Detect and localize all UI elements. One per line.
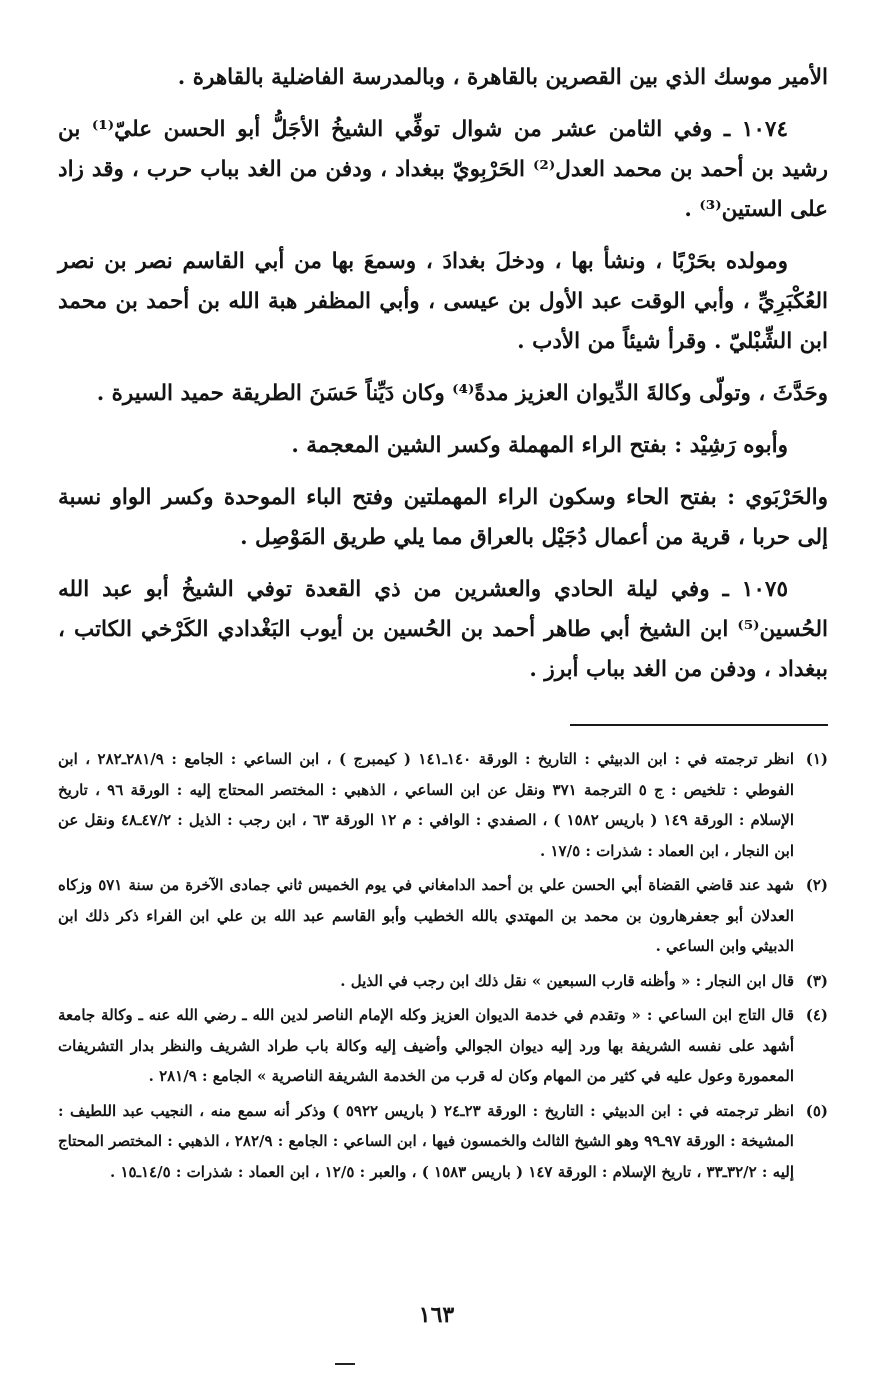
paragraph-father-name: وأبوه رَشِيْد : بفتح الراء المهملة وكسر الشين المعجمة .	[291, 433, 788, 458]
footnote-5	[58, 1096, 828, 1188]
entry-1074: ١٠٧٤ ـ وفي الثامن عشر من شوال توفِّي الشيخُ الأجَلُّ أبو الحسن عليّ⁽¹⁾ بن رشيد بن أحمد بن محمد العدل⁽²⁾ الحَرْبِويّ ببغداد ، ودفن من الغد بباب حرب ، وقد زاد على الستين⁽³⁾ .	[58, 117, 828, 222]
page-number: ١٦٣	[418, 1302, 455, 1328]
paragraph-narration: وحَدَّثَ ، وتولّى وكالةَ الدِّيوان العزيز مدةً⁽⁴⁾ وكان دَيِّناً حَسَنَ الطريقة حميد السيرة .	[96, 381, 828, 406]
paragraph-1: الأمير موسك الذي بين القصرين بالقاهرة ، وبالمدرسة الفاضلية بالقاهرة .	[177, 65, 828, 90]
footnote-text: قال التاج ابن الساعي : « وتقدم في خدمة الديوان العزيز وكله الإمام الناصر لدين الله ـ رضي الله عنه ـ وكالة جامعة أشهد على نفسه الشريفة بها ورد إليه ديوان الجوالي وأضيف إليه وكالة باب طراد الشريف والنظر بدار التشريفات المعمورة وعول عليه في كثير من المهام وكان له قرب من الخدمة الشريفة الناصرية » الجامع : ٢٨١/٩ .	[58, 1006, 794, 1085]
paragraph-birth: ومولده بحَرْبًا ، ونشأ بها ، ودخلَ بغدادَ ، وسمعَ بها من أبي القاسم نصر بن نصر العُكْبَرِيِّ ، وأبي الوقت عبد الأول بن عيسى ، وأبي المظفر هبة الله بن أحمد بن محمد ابن الشِّبْليّ . وقرأ شيئاً من الأدب .	[58, 249, 828, 354]
paragraph-nisba: والحَرْبَوي : بفتح الحاء وسكون الراء المهملتين وفتح الباء الموحدة وكسر الواو نسبة إلى حربا ، قرية من أعمال دُجَيْل بالعراق مما يلي طريق المَوْصِل .	[58, 485, 828, 550]
main-text	[58, 58, 828, 690]
footnote-4	[58, 1000, 828, 1092]
footnote-text: قال ابن النجار : « وأظنه قارب السبعين » نقل ذلك ابن رجب في الذيل .	[340, 971, 794, 990]
footnote-text: انظر ترجمته في : ابن الدبيثي : التاريخ : الورقة ١٤٠ـ١٤١ ( كيمبرج ) ، ابن الساعي : الجامع : ٢٨١/٩ـ٢٨٢ ، ابن الفوطي : تلخيص : ج ٥ الترجمة ٣٧١ ونقل عن ابن الساعي ، الذهبي : المختصر المحتاج إليه : الورقة ٩٦ ، تاريخ الإسلام : الورقة ١٤٩ ( باريس ١٥٨٢ ) ، الصفدي : الوافي : م ١٢ الورقة ٦٣ ، ابن رجب : الذيل : ٤٧/٢ـ٤٨ ونقل عن ابن النجار ، ابن العماد : شذرات : ١٧/٥ .	[58, 750, 794, 860]
footnote-divider	[570, 724, 828, 726]
footnote-number: (٣)	[805, 971, 828, 990]
footnote-number: (٥)	[805, 1101, 828, 1120]
footnote-text: شهد عند قاضي القضاة أبي الحسن علي بن أحمد الدامغاني في يوم الخميس ثاني جمادى الآخرة من سنة ٥٧١ وزكاه العدلان أبو جعفرهارون بن محمد بن المهتدي بالله الخطيب وأبو القاسم عبد الله بن علي ابن الفراء ذكر ذلك ابن الدبيثي وابن الساعي .	[58, 876, 795, 955]
footnote-3	[58, 966, 828, 997]
footnote-1	[58, 744, 828, 866]
entry-1075: ١٠٧٥ ـ وفي ليلة الحادي والعشرين من ذي القعدة توفي الشيخُ أبو عبد الله الحُسين⁽⁵⁾ ابن الشيخ أبي طاهر أحمد بن الحُسين بن أيوب البَغْدادي الكَرْخي الكاتب ، ببغداد ، ودفن من الغد بباب أبرز .	[58, 577, 828, 682]
bottom-dash	[335, 1363, 355, 1365]
footnote-number: (١)	[805, 750, 828, 768]
footnote-number: (٢)	[805, 876, 828, 894]
footnote-number: (٤)	[805, 1006, 828, 1024]
footnote-2	[58, 870, 828, 962]
footnotes	[58, 744, 828, 1187]
footnote-text: انظر ترجمته في : ابن الدبيثي : التاريخ : الورقة ٢٣ـ٢٤ ( باريس ٥٩٢٢ ) وذكر أنه سمع منه ، النجيب عبد اللطيف : المشيخة : الورقة ٩٧ـ٩٩ وهو الشيخ الثالث والخمسون فيها ، ابن الساعي : الجامع : ٢٨٢/٩ ، الذهبي : المختصر المحتاج إليه : ٣٢/٢ـ٣٣ ، تاريخ الإسلام : الورقة ١٤٧ ( باريس ١٥٨٣ ) ، والعبر : ١٢/٥ ، ابن العماد : شذرات : ١٤/٥ـ١٥ .	[58, 1101, 794, 1181]
